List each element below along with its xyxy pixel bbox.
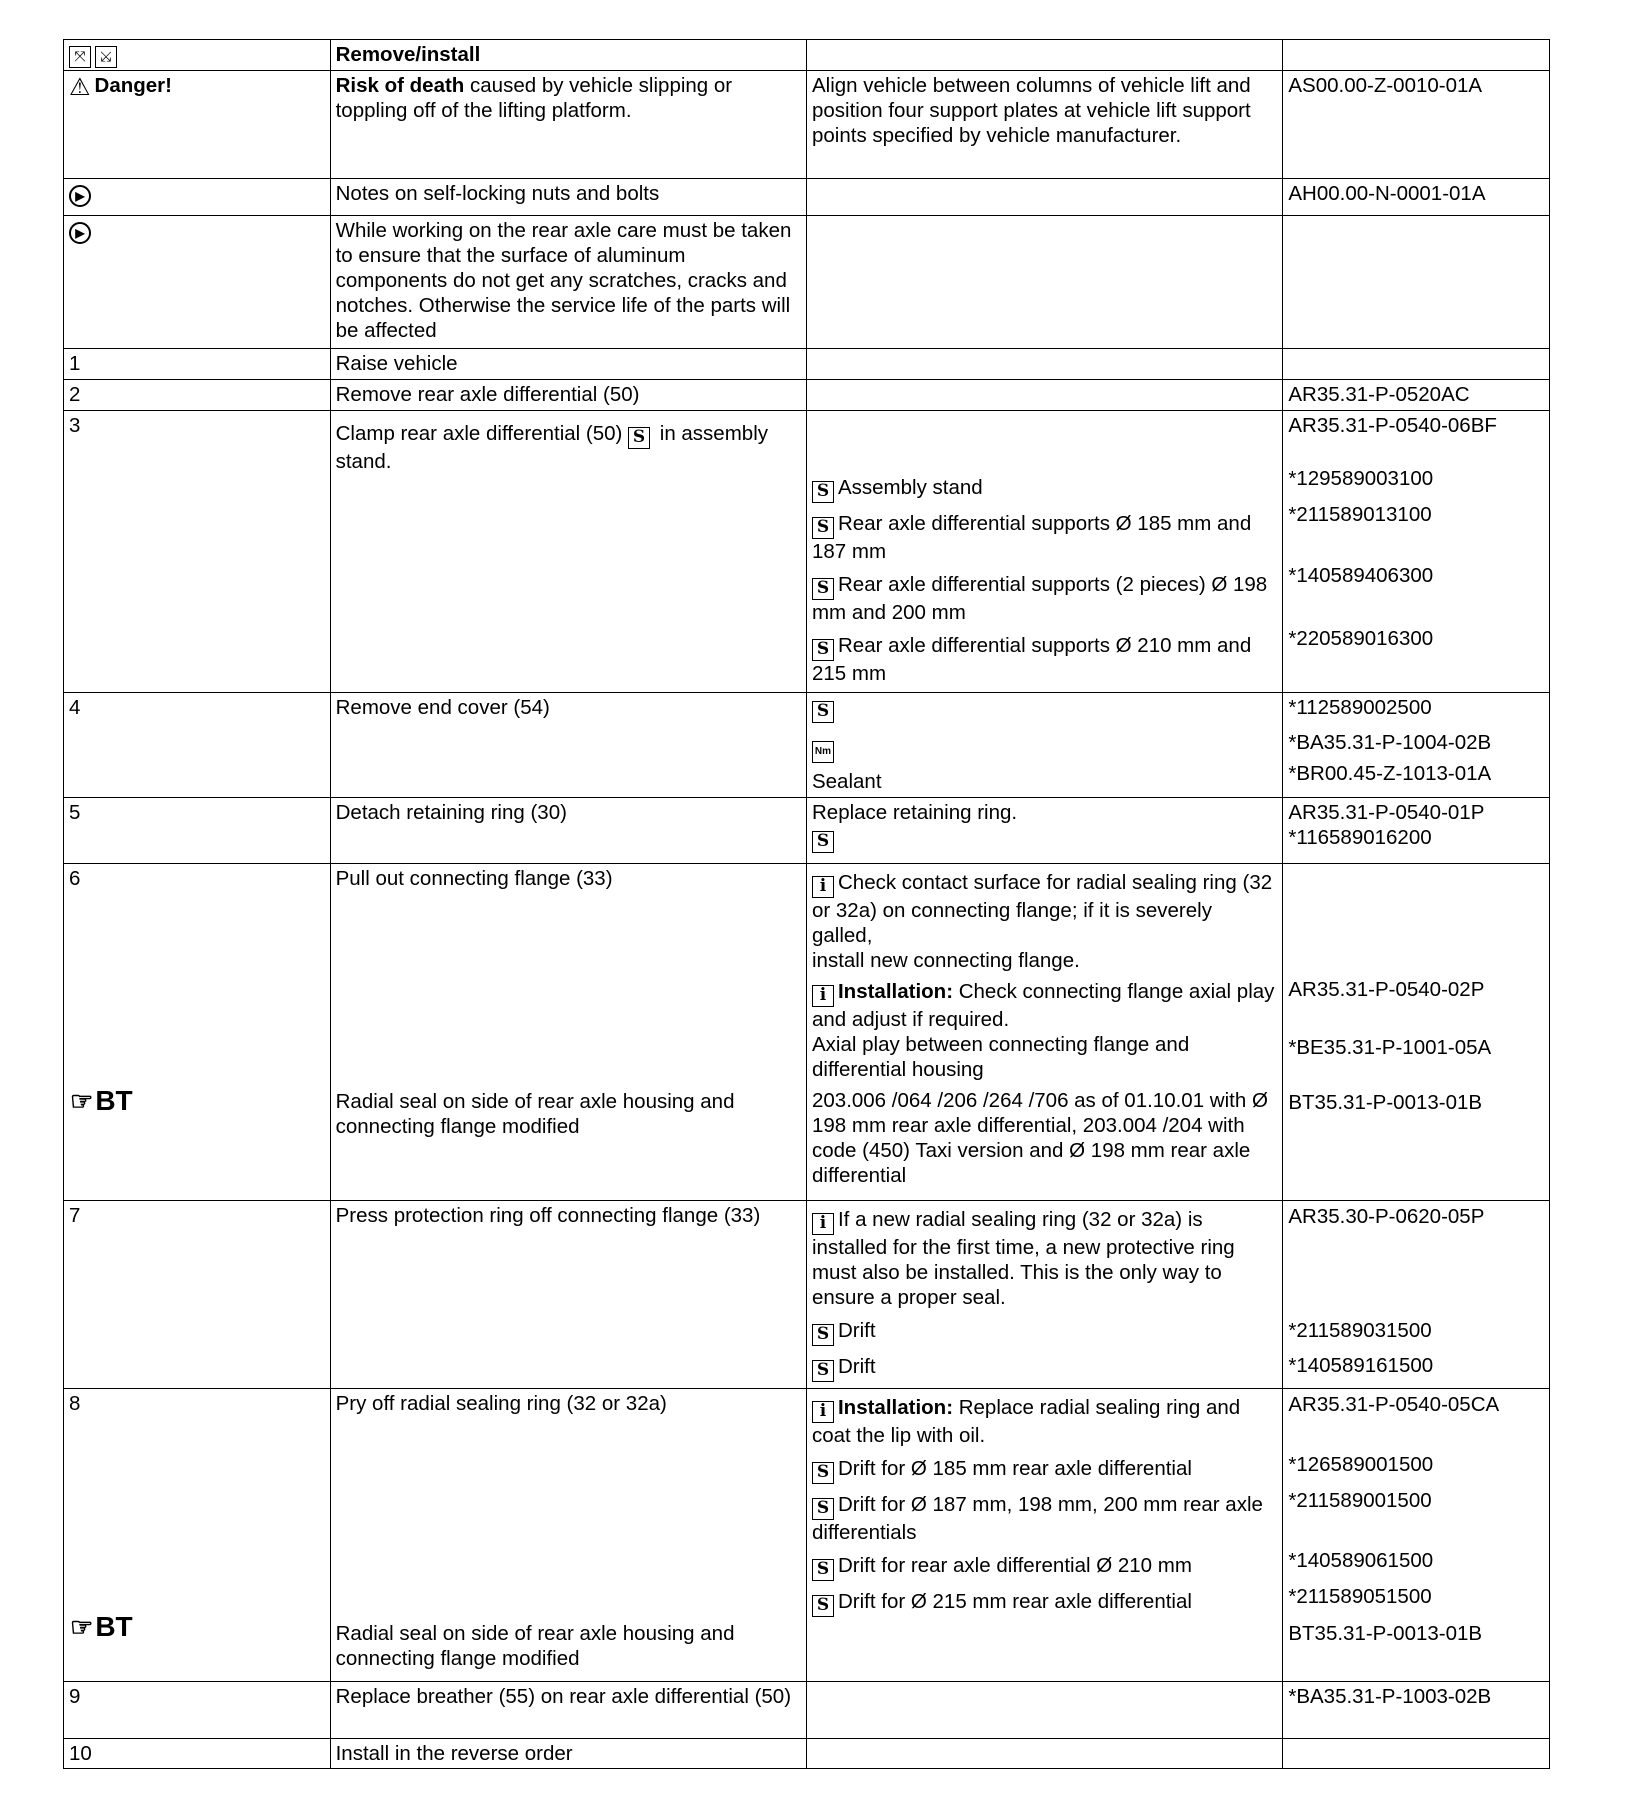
step-row-9 (64, 1682, 1550, 1739)
header-icons-cell (64, 40, 331, 71)
bt-text: Radial seal on side of rear axle housing and connecting flange modified (335, 1090, 735, 1138)
step-tools: S Nm Sealant (806, 693, 1282, 798)
info-icon: i (812, 1213, 834, 1235)
pointing-hand-icon: ☞ (70, 1612, 94, 1642)
note-circle-icon: ▶ (69, 185, 91, 207)
special-tool-icon: S (812, 831, 834, 853)
step-text: Pull out connecting flange (33) (335, 867, 613, 890)
danger-cell (64, 71, 331, 179)
note-row-1 (64, 179, 1550, 216)
step-row-1 (64, 349, 1550, 380)
step-refs: AR35.31-P-0540-02P *BE35.31-P-1001-05A BT35.31-P-0013-01B (1283, 864, 1550, 1201)
step-text-cell (330, 864, 806, 1201)
special-tool-icon: S (812, 481, 834, 503)
danger-label: Danger! (94, 74, 172, 97)
step-row-6 (64, 864, 1550, 1201)
note-row-2 (64, 216, 1550, 349)
special-tool-icon: S (812, 1324, 834, 1346)
step-num: 3 (64, 411, 331, 693)
header-empty-3 (806, 40, 1282, 71)
danger-risk (330, 71, 806, 179)
step-num: 2 (64, 380, 331, 411)
step-ref[interactable]: *BA35.31-P-1003-02B (1283, 1682, 1550, 1739)
step-text: Replace breather (55) on rear axle differential (50) (330, 1682, 806, 1739)
warning-triangle-icon: ⚠ (69, 74, 91, 101)
pointing-hand-icon: ☞ (70, 1086, 94, 1116)
special-tool-icon: S (812, 1360, 834, 1382)
step-text: Pry off radial sealing ring (32 or 32a) (335, 1392, 667, 1415)
header-row (64, 40, 1550, 71)
step-tools: Replace retaining ring. S (806, 798, 1282, 864)
step-refs: AR35.31-P-0540-01P *116589016200 (1283, 798, 1550, 864)
step-num: 1 (64, 349, 331, 380)
step-text: Clamp rear axle differential (50) S in assembly stand. (330, 411, 806, 693)
step-tools: S Assembly stand S Rear axle differential supports Ø 185 mm and 187 mm S Rear axle differential supports (2 pieces) Ø 198 mm and 200 mm S Rear axle differential supports Ø 210 mm and 215 mm (806, 411, 1282, 693)
step-refs: AR35.31-P-0540-06BF *129589003100 *211589013100 *140589406300 *220589016300 (1283, 411, 1550, 693)
step-num: 8 (69, 1392, 81, 1415)
step-num-cell (64, 1389, 331, 1682)
step-num: 4 (64, 693, 331, 798)
special-tool-icon: S (812, 639, 834, 661)
step-num: 5 (64, 798, 331, 864)
step-text: Press protection ring off connecting flange (33) (330, 1201, 806, 1389)
special-tool-icon: S (812, 1559, 834, 1581)
bt-marker[interactable]: ☞BT (70, 1085, 133, 1116)
info-icon: i (812, 876, 834, 898)
step-details: i If a new radial sealing ring (32 or 32a) is installed for the first time, a new protective ring must also be installed. This is the only way to ensure a proper seal. S Drift S Drift (806, 1201, 1282, 1389)
header-empty-4 (1283, 40, 1550, 71)
step-text: Detach retaining ring (30) (330, 798, 806, 864)
note-text-2: While working on the rear axle care must be taken to ensure that the surface of aluminum components do not get any scratches, cracks and notches. Otherwise the service life of the parts will be affected (330, 216, 806, 349)
step-num: 6 (69, 867, 81, 890)
step-num: 10 (64, 1739, 331, 1769)
step-refs: AR35.31-P-0540-05CA *126589001500 *211589001500 *140589061500 *211589051500 BT35.31-P-0013-01B (1283, 1389, 1550, 1682)
header-title: Remove/install (330, 40, 806, 71)
danger-risk-text: caused by vehicle slipping or toppling off of the lifting platform. (335, 74, 733, 122)
special-tool-icon: S (812, 1462, 834, 1484)
danger-action: Align vehicle between columns of vehicle lift and position four support plates at vehicle lift support points specified by vehicle manufacturer. (806, 71, 1282, 179)
danger-row (64, 71, 1550, 179)
step-row-3 (64, 411, 1550, 693)
step-details: i Installation: Replace radial sealing ring and coat the lip with oil. S Drift for Ø 185 mm rear axle differential S Drift for Ø 187 mm, 198 mm, 200 mm rear axle differentials S Drift for rear axle differential Ø 210 mm S Drift for Ø 215 mm rear axle differential (806, 1389, 1282, 1682)
note-circle-icon: ▶ (69, 222, 91, 244)
step-row-2 (64, 380, 1550, 411)
special-tool-icon: S (812, 517, 834, 539)
bt-marker[interactable]: ☞BT (70, 1611, 133, 1642)
step-text: Raise vehicle (330, 349, 806, 380)
torque-nm-icon: Nm (812, 741, 834, 763)
step-text: Remove rear axle differential (50) (330, 380, 806, 411)
step-refs: AR35.30-P-0620-05P *211589031500 *140589161500 (1283, 1201, 1550, 1389)
info-icon: i (812, 985, 834, 1007)
danger-risk-bold: Risk of death (335, 74, 465, 97)
step-text: Install in the reverse order (330, 1739, 806, 1769)
step-num: 9 (64, 1682, 331, 1739)
step-refs: *112589002500 *BA35.31-P-1004-02B *BR00.45-Z-1013-01A (1283, 693, 1550, 798)
step-num: 7 (64, 1201, 331, 1389)
special-tool-icon: S (628, 427, 650, 449)
info-icon: i (812, 1401, 834, 1423)
step-num-cell (64, 864, 331, 1201)
step-text: Remove end cover (54) (330, 693, 806, 798)
step-row-5 (64, 798, 1550, 864)
note-ref-1[interactable]: AH00.00-N-0001-01A (1283, 179, 1550, 216)
step-ref[interactable]: AR35.31-P-0520AC (1283, 380, 1550, 411)
special-tool-icon: S (812, 701, 834, 723)
danger-ref[interactable]: AS00.00-Z-0010-01A (1283, 71, 1550, 179)
procedure-table (63, 39, 1550, 1769)
special-tool-icon: S (812, 1498, 834, 1520)
step-row-8 (64, 1389, 1550, 1682)
special-tool-icon: S (812, 578, 834, 600)
step-row-4 (64, 693, 1550, 798)
step-details: i Check contact surface for radial sealing ring (32 or 32a) on connecting flange; if it is severely galled, install new connecting flange. i Installation: Check connecting flange axial play and adjust if required. Axial play between connecting flange and differential housing 203.006 /064 /206 /264 /706 as of 01.10.01 with Ø 198 mm rear axle differential, 203.004 /204 with code (450) Taxi version and Ø 198 mm rear axle differential (806, 864, 1282, 1201)
special-tool-icon: S (812, 1595, 834, 1617)
bt-text: Radial seal on side of rear axle housing and connecting flange modified (335, 1622, 735, 1670)
step-text-cell (330, 1389, 806, 1682)
collapse-icon[interactable]: ⤩ (95, 46, 117, 68)
step-row-10 (64, 1739, 1550, 1769)
expand-icon[interactable]: ⤧ (69, 46, 91, 68)
step-row-7 (64, 1201, 1550, 1389)
note-text-1: Notes on self-locking nuts and bolts (330, 179, 806, 216)
